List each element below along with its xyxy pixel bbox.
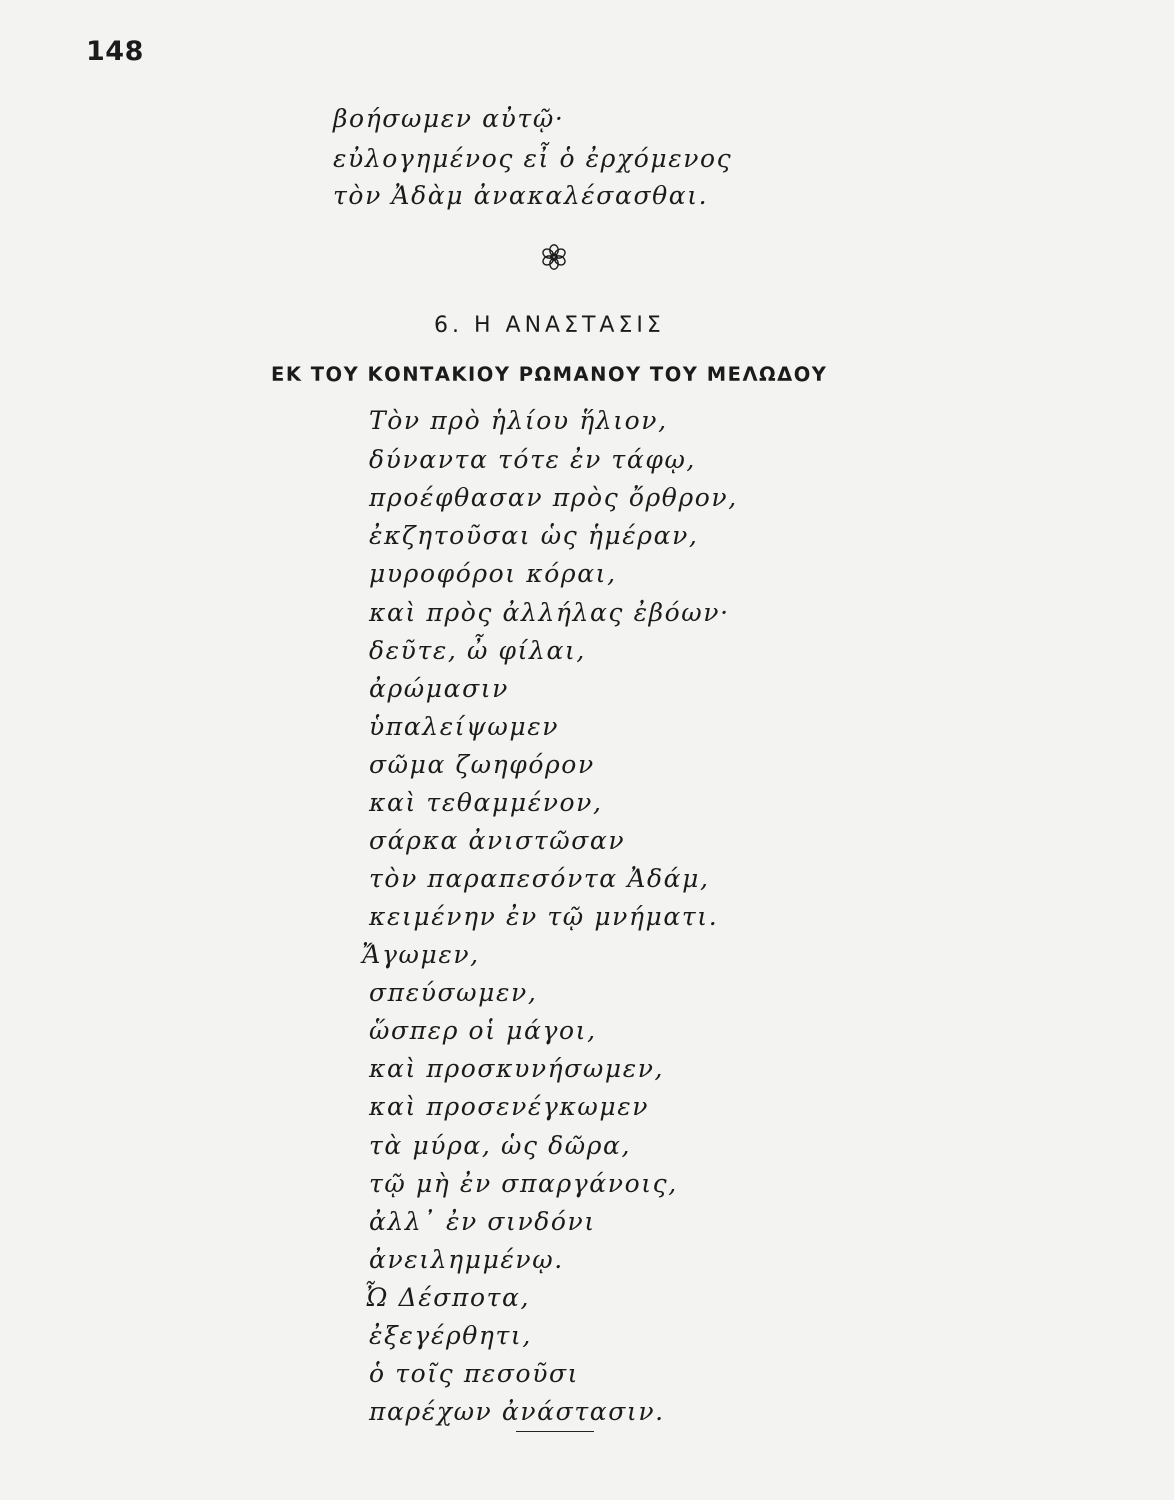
hymn-line: ὑπαλείψωμεν: [369, 712, 560, 741]
hymn-line: ἀρώμασιν: [369, 674, 509, 703]
hymn-line: τὰ μύρα, ὡς δῶρα,: [369, 1131, 632, 1160]
end-rule: [516, 1431, 594, 1432]
hymn-line: Τὸν πρὸ ἡλίου ἥλιον,: [369, 406, 668, 435]
hymn-line: τῷ μὴ ἐν σπαργάνοις,: [369, 1169, 678, 1198]
hymn-line: σῶμα ζωηφόρον: [369, 750, 595, 779]
hymn-line: σάρκα ἀνιστῶσαν: [369, 826, 626, 855]
hymn-line: ἀνειλημμένῳ.: [369, 1245, 564, 1274]
hymn-line: Ὦ Δέσποτα,: [364, 1283, 531, 1312]
hymn-line: ὥσπερ οἱ μάγοι,: [369, 1016, 597, 1045]
hymn-line: ἐξεγέρθητι,: [369, 1321, 532, 1350]
hymn-line: καὶ προσενέγκωμεν: [369, 1092, 650, 1121]
previous-verse-line: βοήσωμεν αὐτῷ·: [333, 104, 565, 133]
hymn-line: κειμένην ἐν τῷ μνήματι.: [369, 902, 719, 931]
hymn-line: καὶ πρὸς ἀλλήλας ἐβόων·: [369, 598, 730, 627]
section-subtitle: ΕΚ ΤΟΥ ΚΟΝΤΑΚΙΟΥ ΡΩΜΑΝΟΥ ΤΟΥ ΜΕΛΩΔΟΥ: [271, 363, 828, 386]
hymn-line: ἀλλ᾽ ἐν σινδόνι: [369, 1207, 596, 1236]
previous-verse-line: τὸν Ἀδὰμ ἀνακαλέσασθαι.: [333, 181, 709, 210]
previous-verse-line: εὐλογημένος εἶ ὁ ἐρχόμενος: [333, 144, 733, 173]
hymn-line: σπεύσωμεν,: [369, 978, 538, 1007]
hymn-line: καὶ προσκυνήσωμεν,: [369, 1054, 665, 1083]
hymn-line: προέφθασαν πρὸς ὄρθρον,: [369, 483, 738, 512]
hymn-line: ἐκζητοῦσαι ὡς ἡμέραν,: [369, 521, 699, 550]
flower-ornament-icon: [540, 243, 568, 271]
hymn-line: τὸν παραπεσόντα Ἀδάμ,: [369, 864, 710, 893]
hymn-line: παρέχων ἀνάστασιν.: [369, 1397, 665, 1426]
hymn-line: δύναντα τότε ἐν τάφῳ,: [369, 445, 696, 474]
hymn-line: μυροφόροι κόραι,: [369, 559, 617, 588]
page-number: 148: [86, 36, 144, 67]
hymn-line: Ἄγωμεν,: [362, 940, 480, 969]
section-title: 6. Η ΑΝΑΣΤΑΣΙΣ: [434, 313, 665, 338]
hymn-line: δεῦτε, ὦ φίλαι,: [369, 636, 586, 665]
hymn-line: καὶ τεθαμμένον,: [369, 788, 603, 817]
hymn-line: ὁ τοῖς πεσοῦσι: [369, 1359, 580, 1388]
